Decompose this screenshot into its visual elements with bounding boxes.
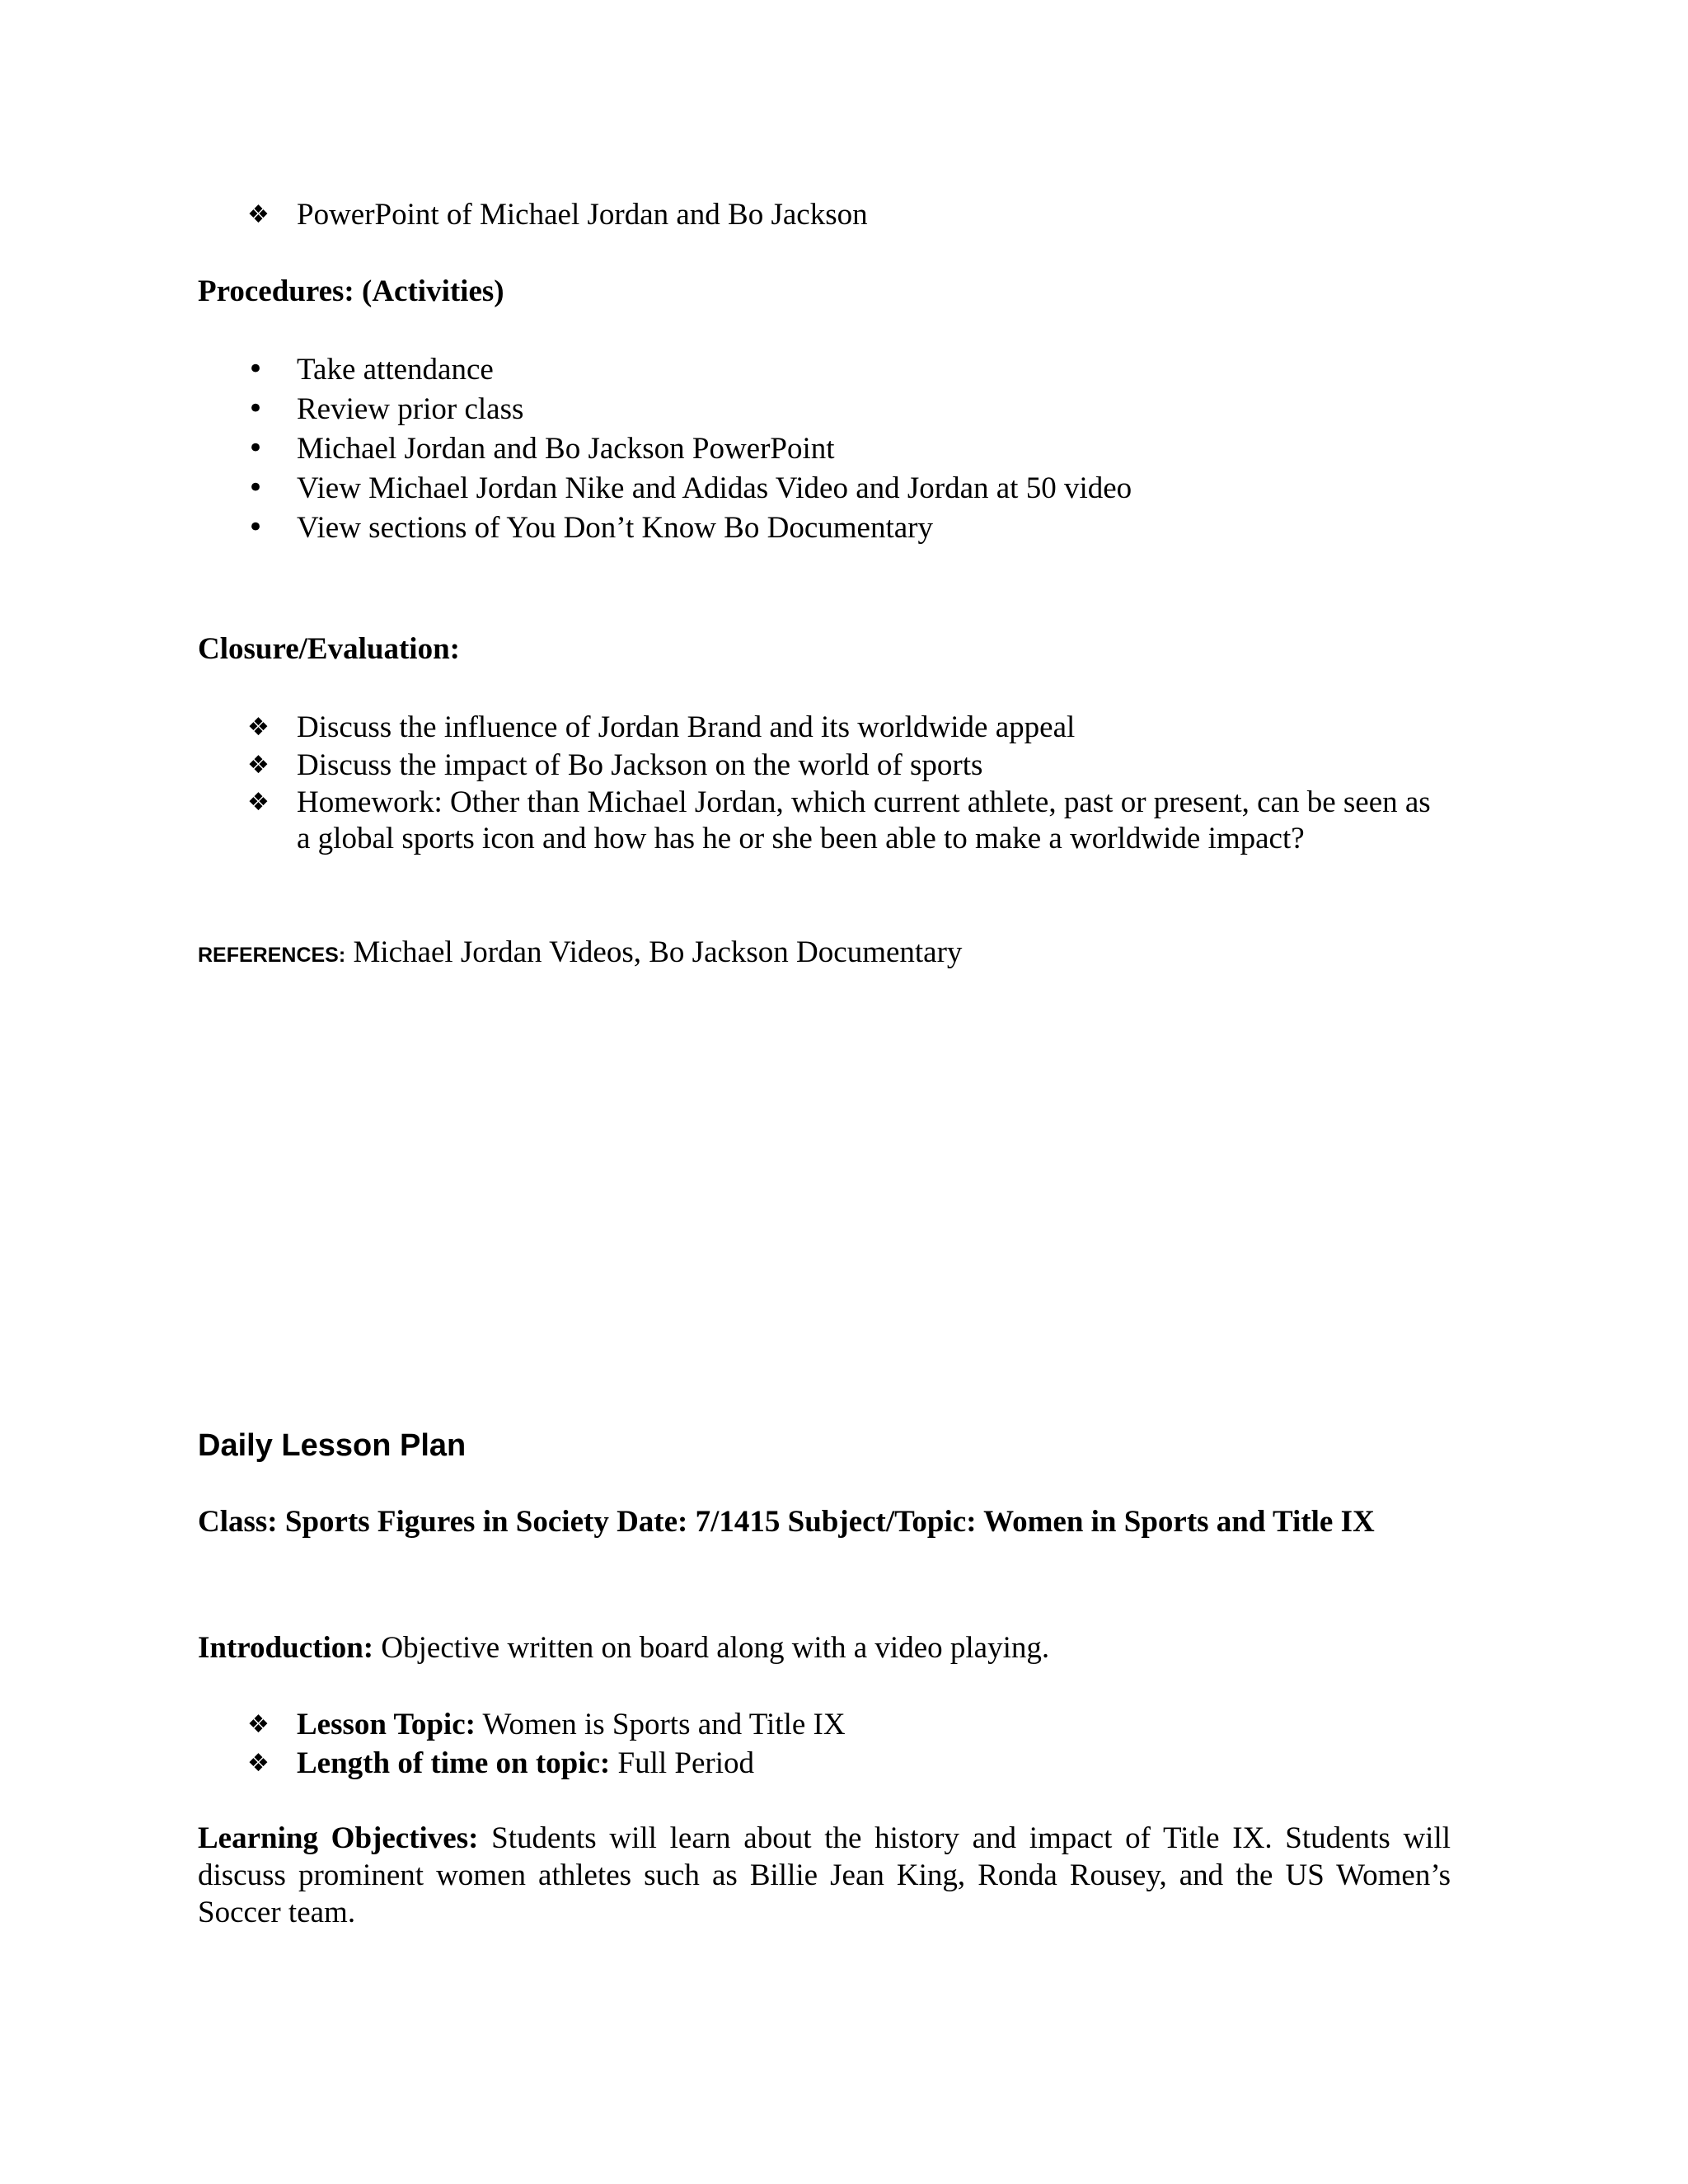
procedures-item-text: Take attendance [297, 353, 494, 387]
procedures-item-text: Michael Jordan and Bo Jackson PowerPoint [297, 432, 835, 466]
closure-item-text: Discuss the impact of Bo Jackson on the world of sports [297, 748, 983, 782]
diamond-bullet-icon: ❖ [247, 1749, 270, 1778]
procedures-item-text: View sections of You Don’t Know Bo Documentary [297, 511, 933, 545]
introduction-text: Objective written on board along with a video playing. [381, 1631, 1050, 1665]
closure-item-text: Discuss the influence of Jordan Brand and its worldwide appeal [297, 710, 1076, 744]
procedures-item-text: Review prior class [297, 392, 524, 426]
topic-item-text [297, 1706, 1484, 1743]
references-text: Michael Jordan Videos, Bo Jackson Documentary [353, 935, 963, 969]
diamond-bullet-icon: ❖ [247, 788, 270, 817]
diamond-bullet-icon: ❖ [247, 1710, 270, 1739]
procedures-heading: Procedures: (Activities) [198, 274, 504, 308]
diamond-bullet-icon: ❖ [247, 200, 270, 229]
lesson-plan-title: Daily Lesson Plan [198, 1428, 467, 1463]
learning-objectives [198, 1820, 1451, 1931]
closure-heading: Closure/Evaluation: [198, 632, 460, 666]
dot-bullet-icon: • [247, 471, 265, 504]
references-label: REFERENCES: [198, 944, 346, 967]
diamond-bullet-icon: ❖ [247, 713, 270, 742]
closure-item-text: Homework: Other than Michael Jordan, which current athlete, past or present, can be seen as a global sports icon and how has he or she been able to make a worldwide impact? [297, 785, 1431, 855]
dot-bullet-icon: • [247, 432, 265, 465]
topic-item-text [297, 1745, 1484, 1782]
learning-objectives-label: Learning Objectives: [198, 1821, 479, 1855]
topic-item-value: Women is Sports and Title IX [482, 1708, 846, 1741]
dot-bullet-icon: • [247, 511, 265, 544]
materials-item-text: PowerPoint of Michael Jordan and Bo Jackson [297, 198, 868, 232]
procedures-item-text: View Michael Jordan Nike and Adidas Video and Jordan at 50 video [297, 471, 1132, 505]
introduction-label: Introduction: [198, 1631, 374, 1665]
topic-item-value: Full Period [617, 1746, 754, 1780]
topic-item-label: Length of time on topic: [297, 1746, 611, 1780]
learning-objectives-text: Students will learn about the history and impact of Title IX. Students will discuss prominent women athletes such as Billie Jean King, Ronda Rousey, and the US Women’s Soccer team. [198, 1821, 1451, 1929]
topic-item-label: Lesson Topic: [297, 1708, 476, 1741]
diamond-bullet-icon: ❖ [247, 751, 270, 780]
references-line [198, 934, 1434, 974]
introduction-line [198, 1629, 1459, 1666]
dot-bullet-icon: • [247, 353, 265, 386]
class-line: Class: Sports Figures in Society Date: 7/1415 Subject/Topic: Women in Sports and Title IX [198, 1505, 1375, 1539]
dot-bullet-icon: • [247, 392, 265, 425]
